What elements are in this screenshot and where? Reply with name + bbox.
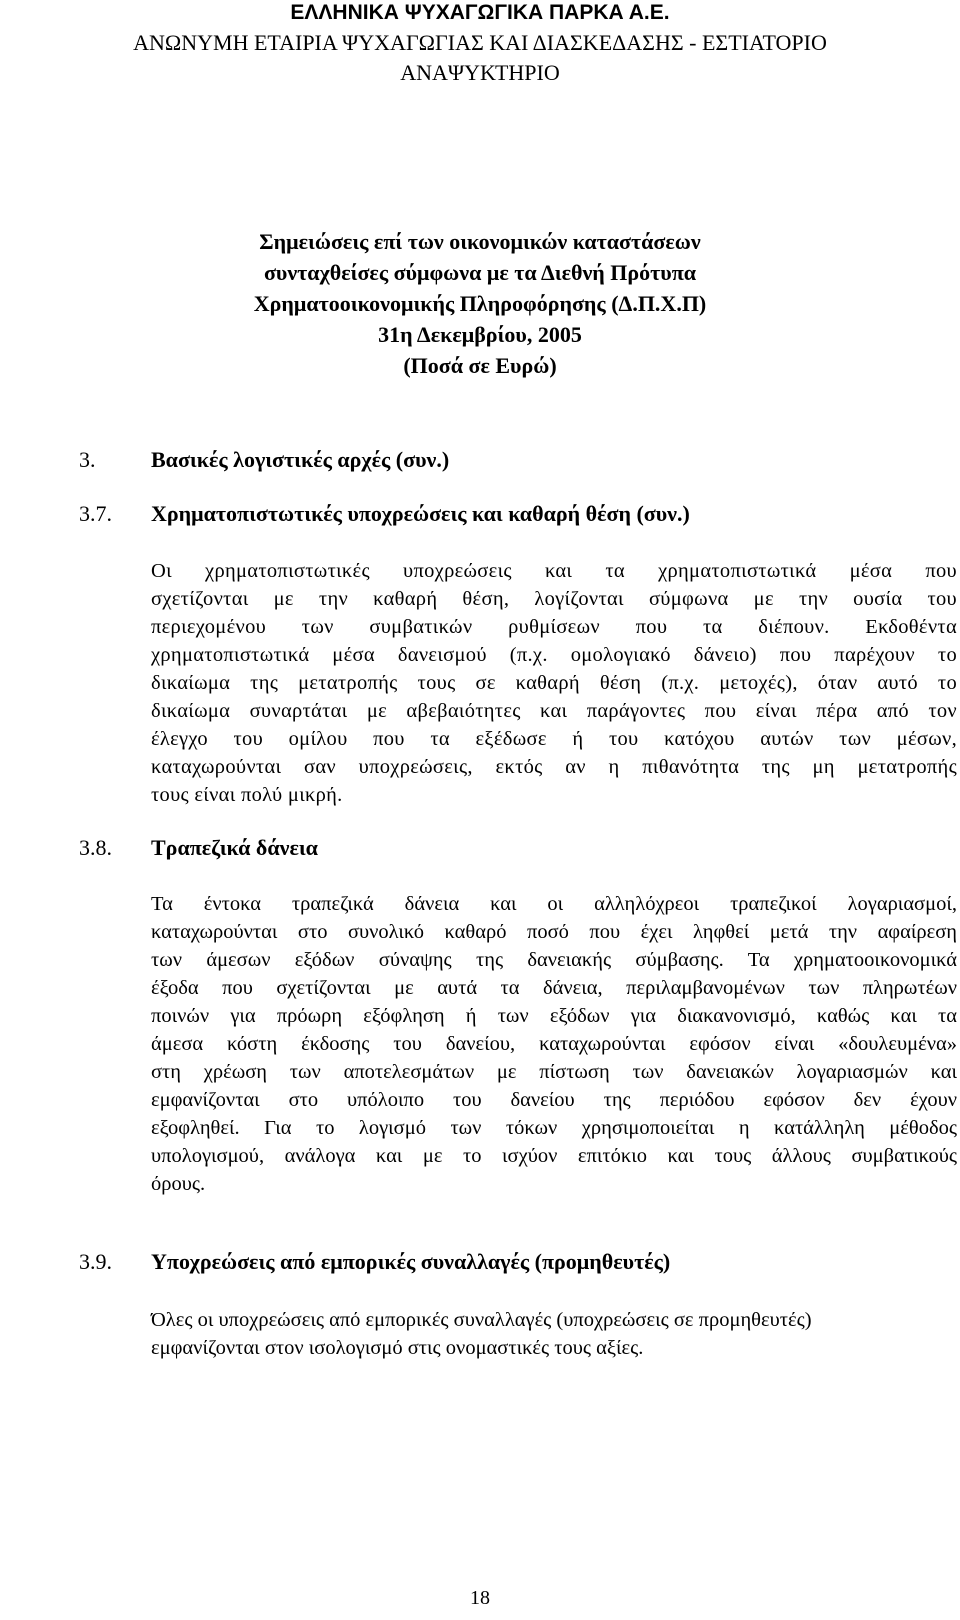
paragraph-line: όρους. bbox=[151, 1173, 206, 1195]
title-line-1: Σημειώσεις επί των οικονομικών καταστάσεων bbox=[259, 229, 701, 254]
section-3-7-number: 3.7. bbox=[79, 501, 112, 526]
paragraph-line: στη χρέωση των αποτελεσμάτων με πίστωση των δανειακών λογαριασμών και bbox=[151, 1061, 957, 1083]
paragraph-line: εξοφληθεί. Για το λογισμό των τόκων χρησιμοποιείται η κατάλληλη μέθοδος bbox=[151, 1117, 957, 1139]
paragraph-line: Τα έντοκα τραπεζικά δάνεια και οι αλληλόχρεοι τραπεζικοί λογαριασμοί, bbox=[151, 893, 957, 915]
paragraph-line: έξοδα που σχετίζονται με αυτά τα δάνεια, περιλαμβανομένων των πληρωτέων bbox=[151, 977, 957, 999]
paragraph-line: περιεχομένου των συμβατικών ρυθμίσεων που τα διέπουν. Εκδοθέντα bbox=[151, 616, 957, 638]
paragraph-line: εμφανίζονται στο υπόλοιπο του δανείου της περιόδου εφόσον δεν έχουν bbox=[151, 1089, 957, 1111]
section-3-title: Βασικές λογιστικές αρχές (συν.) bbox=[151, 447, 450, 472]
document-title bbox=[0, 226, 960, 381]
paragraph-line: Οι χρηματοπιστωτικές υποχρεώσεις και τα χρηματοπιστωτικά μέσα που bbox=[151, 560, 957, 582]
paragraph-line: δικαίωμα συναρτάται με αβεβαιότητες και παράγοντες που είναι πέρα από τον bbox=[151, 700, 957, 722]
paragraph-line: Όλες οι υποχρεώσεις από εμπορικές συναλλαγές (υποχρεώσεις σε προμηθευτές) bbox=[151, 1309, 812, 1331]
paragraph-line: δικαίωμα της μετατροπής τους σε καθαρή θέση (π.χ. μετοχές), όταν αυτό το bbox=[151, 672, 957, 694]
paragraph-line: εμφανίζονται στον ισολογισμό στις ονομαστικές τους αξίες. bbox=[151, 1337, 644, 1359]
section-3-8-number: 3.8. bbox=[79, 835, 112, 860]
section-3-9-paragraph bbox=[151, 1306, 957, 1362]
company-description bbox=[0, 28, 960, 88]
title-line-2: συνταχθείσες σύμφωνα με τα Διεθνή Πρότυπα bbox=[263, 260, 697, 285]
section-3-7-title: Χρηματοπιστωτικές υποχρεώσεις και καθαρή θέση (συν.) bbox=[151, 501, 690, 526]
section-3-7-paragraph bbox=[151, 557, 957, 809]
paragraph-line: άμεσα κόστη έκδοσης του δανείου, καταχωρούνται εφόσον είναι «δουλευμένα» bbox=[151, 1033, 957, 1055]
title-line-4: 31η Δεκεμβρίου, 2005 bbox=[378, 322, 582, 347]
section-3-number: 3. bbox=[79, 447, 96, 472]
paragraph-line: των άμεσων εξόδων σύναψης της δανειακής σύμβασης. Τα χρηματοοικονομικά bbox=[151, 949, 957, 971]
section-3-8-paragraph bbox=[151, 890, 957, 1198]
paragraph-line: ποινών για πρόωρη εξόφληση ή των εξόδων για διακανονισμό, καθώς και τα bbox=[151, 1005, 957, 1027]
company-name: ΕΛΛΗΝΙΚΑ ΨΥΧΑΓΩΓΙΚΑ ΠΑΡΚΑ Α.Ε. bbox=[290, 1, 670, 24]
paragraph-line: σχετίζονται με την καθαρή θέση, λογίζονται σύμφωνα με την ουσία του bbox=[151, 588, 957, 610]
paragraph-line: καταχωρούνται σαν υποχρεώσεις, εκτός αν η πιθανότητα της μη μετατροπής bbox=[151, 756, 957, 778]
paragraph-line: υπολογισμού, ανάλογα και με το ισχύον επιτόκιο και τους άλλους συμβατικούς bbox=[151, 1145, 957, 1167]
paragraph-line: έλεγχο του ομίλου που τα εξέδωσε ή του κατόχου αυτών των μέσων, bbox=[151, 728, 957, 750]
section-3-9-number: 3.9. bbox=[79, 1249, 112, 1274]
paragraph-line: καταχωρούνται στο συνολικό καθαρό ποσό που έχει ληφθεί μετά την αφαίρεση bbox=[151, 921, 957, 943]
paragraph-line: τους είναι πολύ μικρή. bbox=[151, 784, 343, 806]
title-line-5: (Ποσά σε Ευρώ) bbox=[403, 353, 557, 378]
section-3-9-title: Υποχρεώσεις από εμπορικές συναλλαγές (προμηθευτές) bbox=[151, 1249, 671, 1274]
company-description-line-1: ΑΝΩΝΥΜΗ ΕΤΑΙΡΙΑ ΨΥΧΑΓΩΓΙΑΣ ΚΑΙ ΔΙΑΣΚΕΔΑΣΗΣ - ΕΣΤΙΑΤΟΡΙΟ bbox=[133, 30, 827, 55]
paragraph-line: χρηματοπιστωτικά μέσα δανεισμού (π.χ. ομολογιακό δάνειο) που παρέχουν το bbox=[151, 644, 957, 666]
page-number: 18 bbox=[470, 1587, 490, 1609]
section-3-8-title: Τραπεζικά δάνεια bbox=[151, 835, 318, 860]
title-line-3: Χρηματοοικονομικής Πληροφόρησης (Δ.Π.Χ.Π) bbox=[253, 291, 707, 316]
company-description-line-2: ΑΝΑΨΥΚΤΗΡΙΟ bbox=[400, 60, 560, 85]
